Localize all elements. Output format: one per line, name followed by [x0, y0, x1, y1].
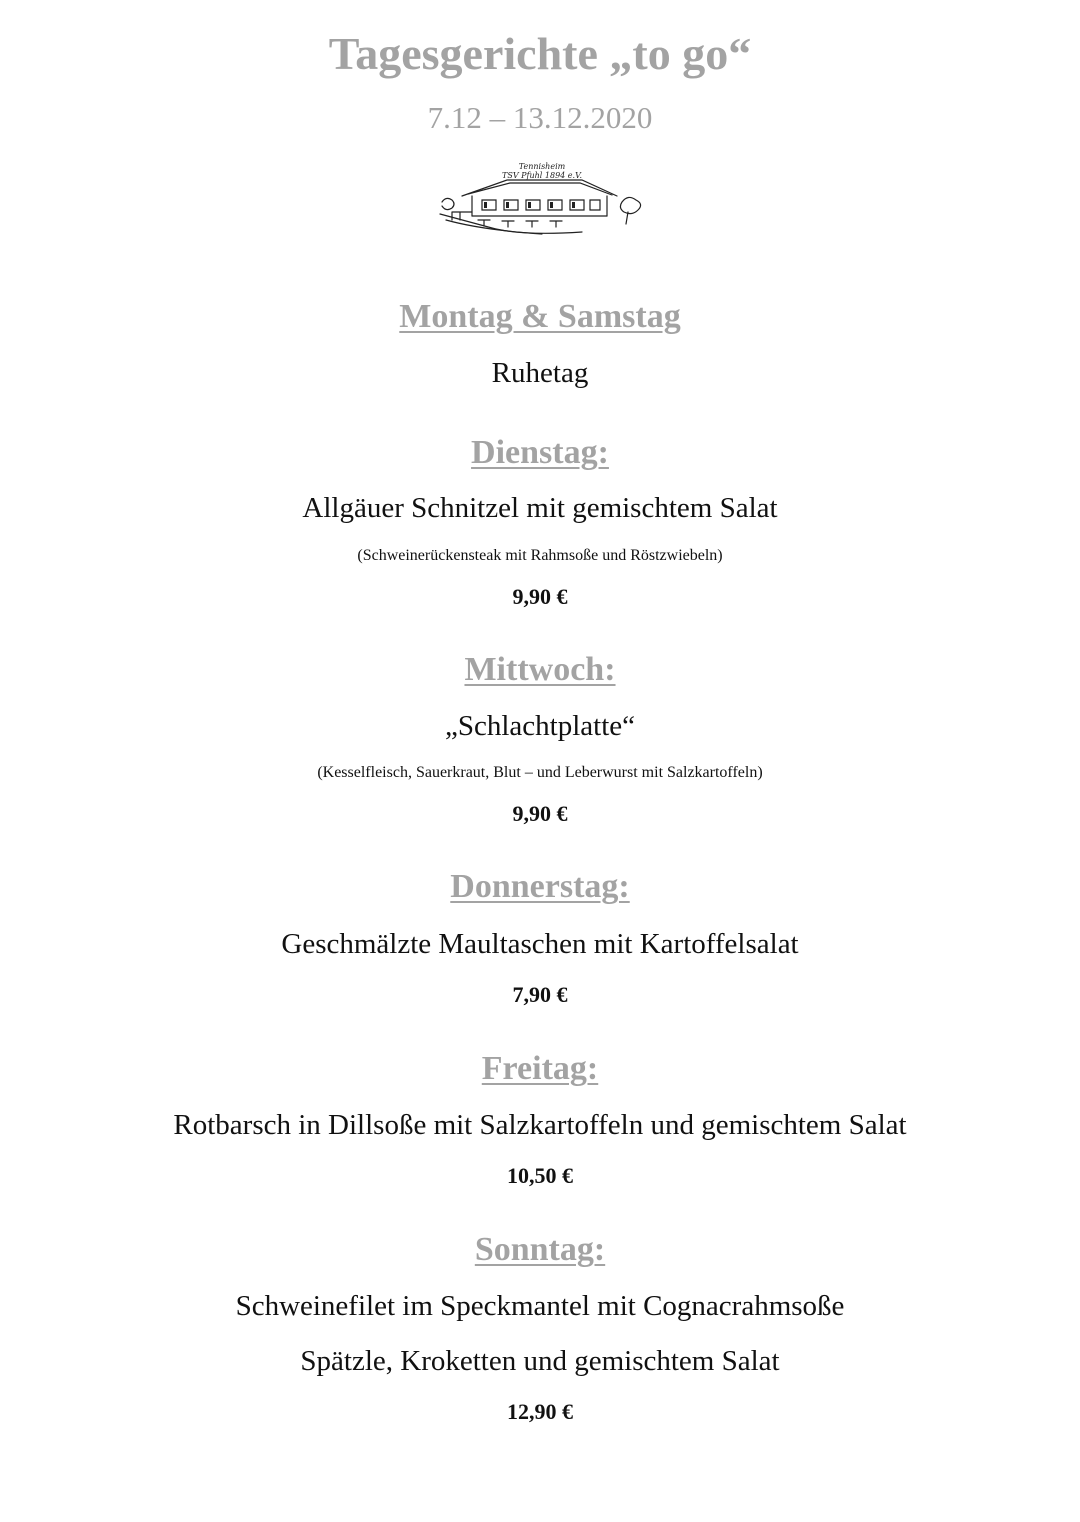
dish-freitag: Rotbarsch in Dillsoße mit Salzkartoffeln und gemischtem Salat: [173, 1109, 907, 1141]
price-dienstag: 9,90 €: [512, 584, 568, 609]
day-heading-mittwoch: Mittwoch:: [464, 651, 616, 688]
day-heading-donnerstag: Donnerstag:: [450, 868, 630, 905]
logo-text-line1: Tennisheim: [518, 162, 566, 171]
dish-sonntag-line1: Schweinefilet im Speckmantel mit Cognacrahmsoße: [235, 1290, 845, 1322]
day-heading-freitag: Freitag:: [481, 1050, 599, 1087]
day-heading-montag-samstag: Montag & Samstag: [399, 298, 681, 335]
day-heading-dienstag: Dienstag:: [471, 434, 609, 471]
price-sonntag: 12,90 €: [507, 1399, 573, 1424]
date-range: 7.12 – 13.12.2020: [427, 100, 653, 135]
logo-text-line2: TSV Pfuhl 1894 e.V.: [502, 171, 582, 180]
page-title: Tagesgerichte „to go“: [328, 28, 752, 79]
note-dienstag: (Schweinerückensteak mit Rahmsoße und Röstzwiebeln): [357, 547, 723, 564]
dish-dienstag: Allgäuer Schnitzel mit gemischtem Salat: [302, 492, 778, 524]
dish-donnerstag: Geschmälzte Maultaschen mit Kartoffelsalat: [281, 928, 799, 960]
price-freitag: 10,50 €: [507, 1163, 573, 1188]
dish-sonntag-line2: Spätzle, Kroketten und gemischtem Salat: [300, 1345, 780, 1377]
price-mittwoch: 9,90 €: [512, 801, 568, 826]
note-mittwoch: (Kesselfleisch, Sauerkraut, Blut – und Leberwurst mit Salzkartoffeln): [317, 764, 763, 781]
day-heading-sonntag: Sonntag:: [474, 1231, 606, 1268]
clubhouse-drawing: [432, 158, 652, 240]
price-donnerstag: 7,90 €: [512, 982, 568, 1007]
dish-montag-samstag: Ruhetag: [491, 357, 589, 389]
dish-mittwoch: „Schlachtplatte“: [444, 710, 635, 742]
clubhouse-sketch-logo: [432, 158, 652, 240]
